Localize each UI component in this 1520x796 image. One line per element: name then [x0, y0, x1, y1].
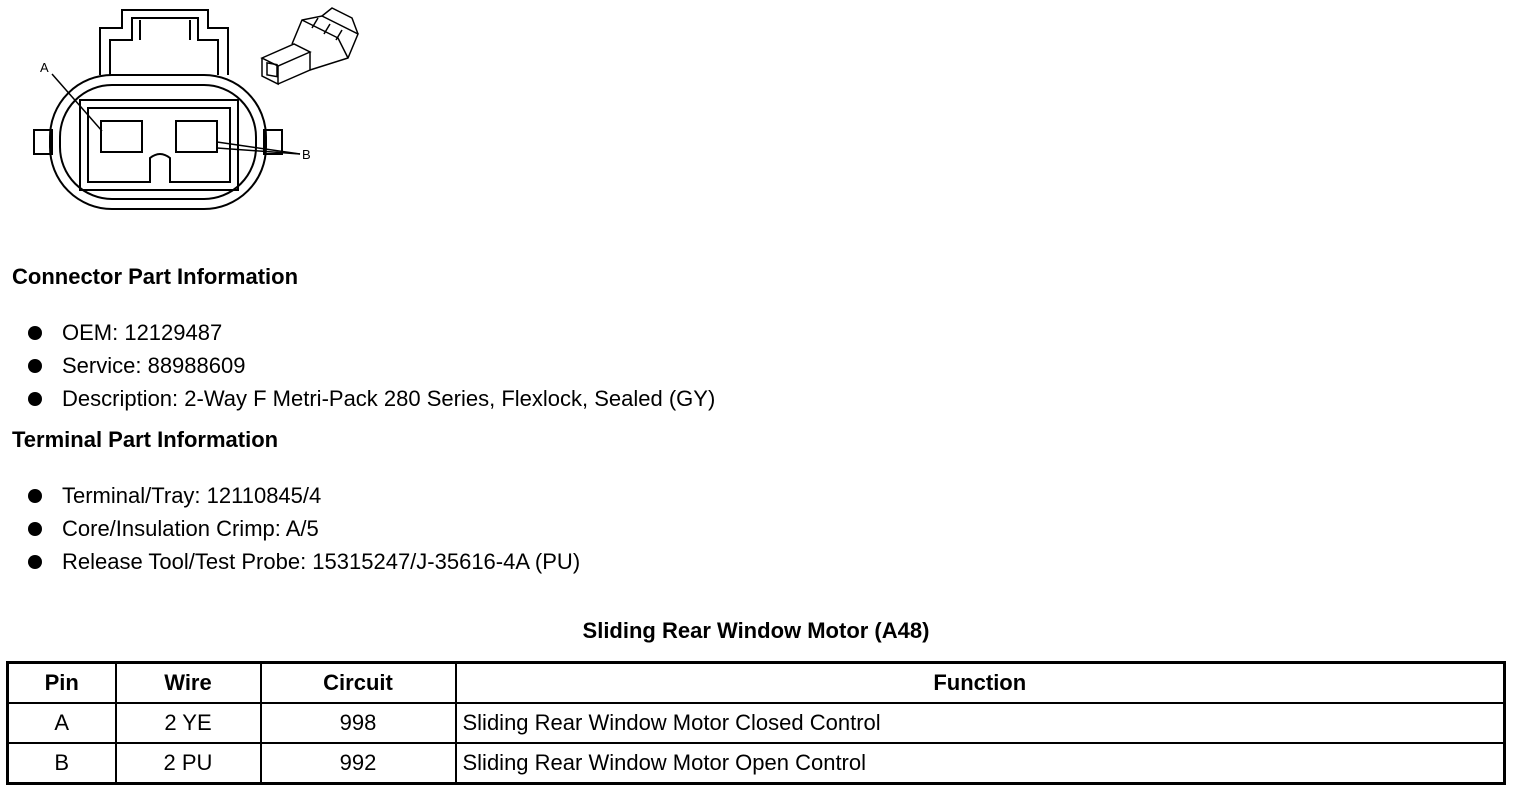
bullet-icon	[28, 555, 42, 569]
header-function: Function	[456, 663, 1505, 704]
cell-pin: A	[8, 703, 116, 743]
bullet-icon	[28, 392, 42, 406]
table-header-row	[8, 663, 1505, 704]
connector-diagram	[0, 0, 380, 220]
oem-text: OEM: 12129487	[62, 320, 223, 345]
cell-wire: 2 PU	[116, 743, 261, 784]
table-row	[8, 743, 1505, 784]
list-item	[28, 512, 580, 545]
crimp-text: Core/Insulation Crimp: A/5	[62, 516, 319, 541]
service-text: Service: 88988609	[62, 353, 246, 378]
header-circuit: Circuit	[261, 663, 456, 704]
list-item	[28, 382, 715, 415]
cell-circuit: 998	[261, 703, 456, 743]
header-wire: Wire	[116, 663, 261, 704]
pin-b-cavity	[176, 121, 217, 152]
terminal-tray-text: Terminal/Tray: 12110845/4	[62, 483, 322, 508]
cell-pin: B	[8, 743, 116, 784]
release-tool-text: Release Tool/Test Probe: 15315247/J-35616-4A (PU)	[62, 549, 581, 574]
bullet-icon	[28, 489, 42, 503]
pin-table	[6, 661, 1506, 785]
pin-b-label: B	[302, 147, 311, 162]
pin-a-cavity	[101, 121, 142, 152]
connector-part-heading: Connector Part Information	[12, 264, 299, 289]
list-item	[28, 316, 715, 349]
list-item	[28, 349, 715, 382]
cell-wire: 2 YE	[116, 703, 261, 743]
cell-circuit: 992	[261, 743, 456, 784]
pin-a-label: A	[40, 60, 49, 75]
bullet-icon	[28, 326, 42, 340]
bullet-icon	[28, 359, 42, 373]
description-text: Description: 2-Way F Metri-Pack 280 Series, Flexlock, Sealed (GY)	[62, 386, 716, 411]
bullet-icon	[28, 522, 42, 536]
header-pin: Pin	[8, 663, 116, 704]
terminal-part-list	[28, 479, 580, 578]
terminal-part-heading: Terminal Part Information	[12, 427, 279, 452]
cell-function: Sliding Rear Window Motor Open Control	[456, 743, 1505, 784]
list-item	[28, 479, 580, 512]
table-row	[8, 703, 1505, 743]
table-title: Sliding Rear Window Motor (A48)	[582, 618, 930, 643]
list-item	[28, 545, 580, 578]
cell-function: Sliding Rear Window Motor Closed Control	[456, 703, 1505, 743]
connector-part-list	[28, 316, 715, 415]
